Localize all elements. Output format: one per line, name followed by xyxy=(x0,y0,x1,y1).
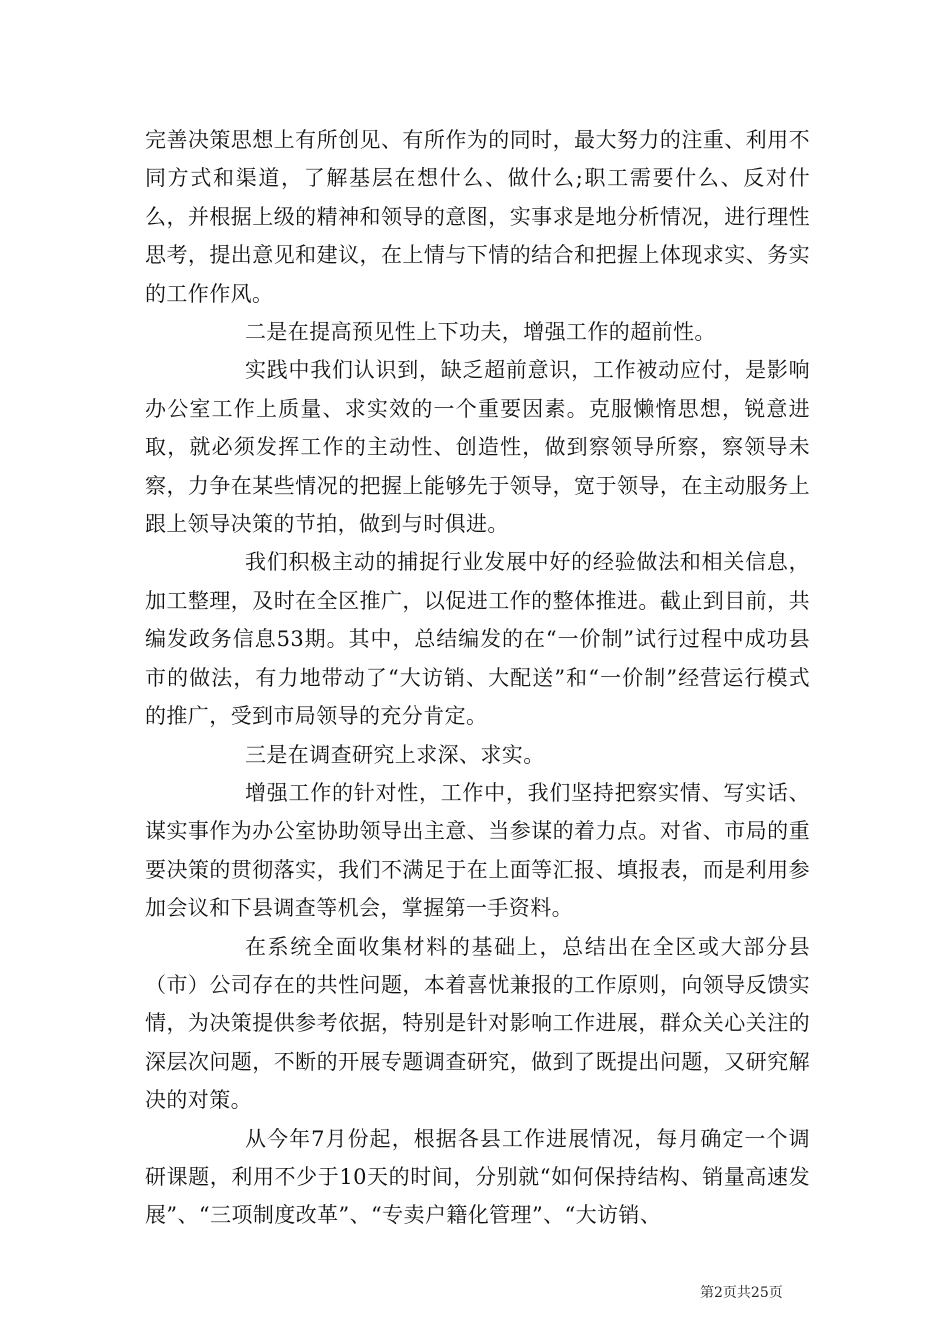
page-number-footer: 第2页共25页 xyxy=(700,1285,783,1301)
heading-point-two: 二是在提高预见性上下功夫，增强工作的超前性。 xyxy=(245,320,716,345)
paragraph-information: 我们积极主动的捕捉行业发展中好的经验做法和相关信息，加工整理，及时在全区推广，以促进工作的整体推进。截止到目前，共编发政务信息53期。其中，总结编发的在“一价制”试行过程中成功县市的做法，有力地带动了“大访销、大配送”和“一价制”经营运行模式的推广，受到市局领导的充分肯定。 xyxy=(145,550,810,729)
paragraph-materials: 在系统全面收集材料的基础上，总结出在全区或大部分县（市）公司存在的共性问题，本着喜忧兼报的工作原则，向领导反馈实情，为决策提供参考依据，特别是针对影响工作进展，群众关心关注的深层次问题，不断的开展专题调查研究，做到了既提出问题，又研究解决的对策。 xyxy=(145,934,810,1113)
paragraph-foresight: 实践中我们认识到，缺乏超前意识，工作被动应付，是影响办公室工作上质量、求实效的一个重要因素。克服懒惰思想，锐意进取，就必须发挥工作的主动性、创造性，做到察领导所察，察领导未察，力争在某些情况的把握上能够先于领导，宽于领导，在主动服务上跟上领导决策的节拍，做到与时俱进。 xyxy=(145,358,810,537)
document-body xyxy=(145,121,810,1235)
paragraph-research-topics: 从今年7月份起，根据各县工作进展情况，每月确定一个调研课题，利用不少于10天的时间，分别就“如何保持结构、销量高速发展”、“三项制度改革”、“专卖户籍化管理”、“大访销、 xyxy=(145,1126,810,1228)
heading-point-three: 三是在调查研究上求深、求实。 xyxy=(245,742,545,767)
paragraph-continuation: 完善决策思想上有所创见、有所作为的同时，最大努力的注重、利用不同方式和渠道，了解基层在想什么、做什么;职工需要什么、反对什么，并根据上级的精神和领导的意图，实事求是地分析情况，进行理性思考，提出意见和建议，在上情与下情的结合和把握上体现求实、务实的工作作风。 xyxy=(145,128,810,306)
paragraph-targeting: 增强工作的针对性，工作中，我们坚持把察实情、写实话、谋实事作为办公室协助领导出主意、当参谋的着力点。对省、市局的重要决策的贯彻落实，我们不满足于在上面等汇报、填报表，而是利用参加会议和下县调查等机会，掌握第一手资料。 xyxy=(145,780,810,921)
